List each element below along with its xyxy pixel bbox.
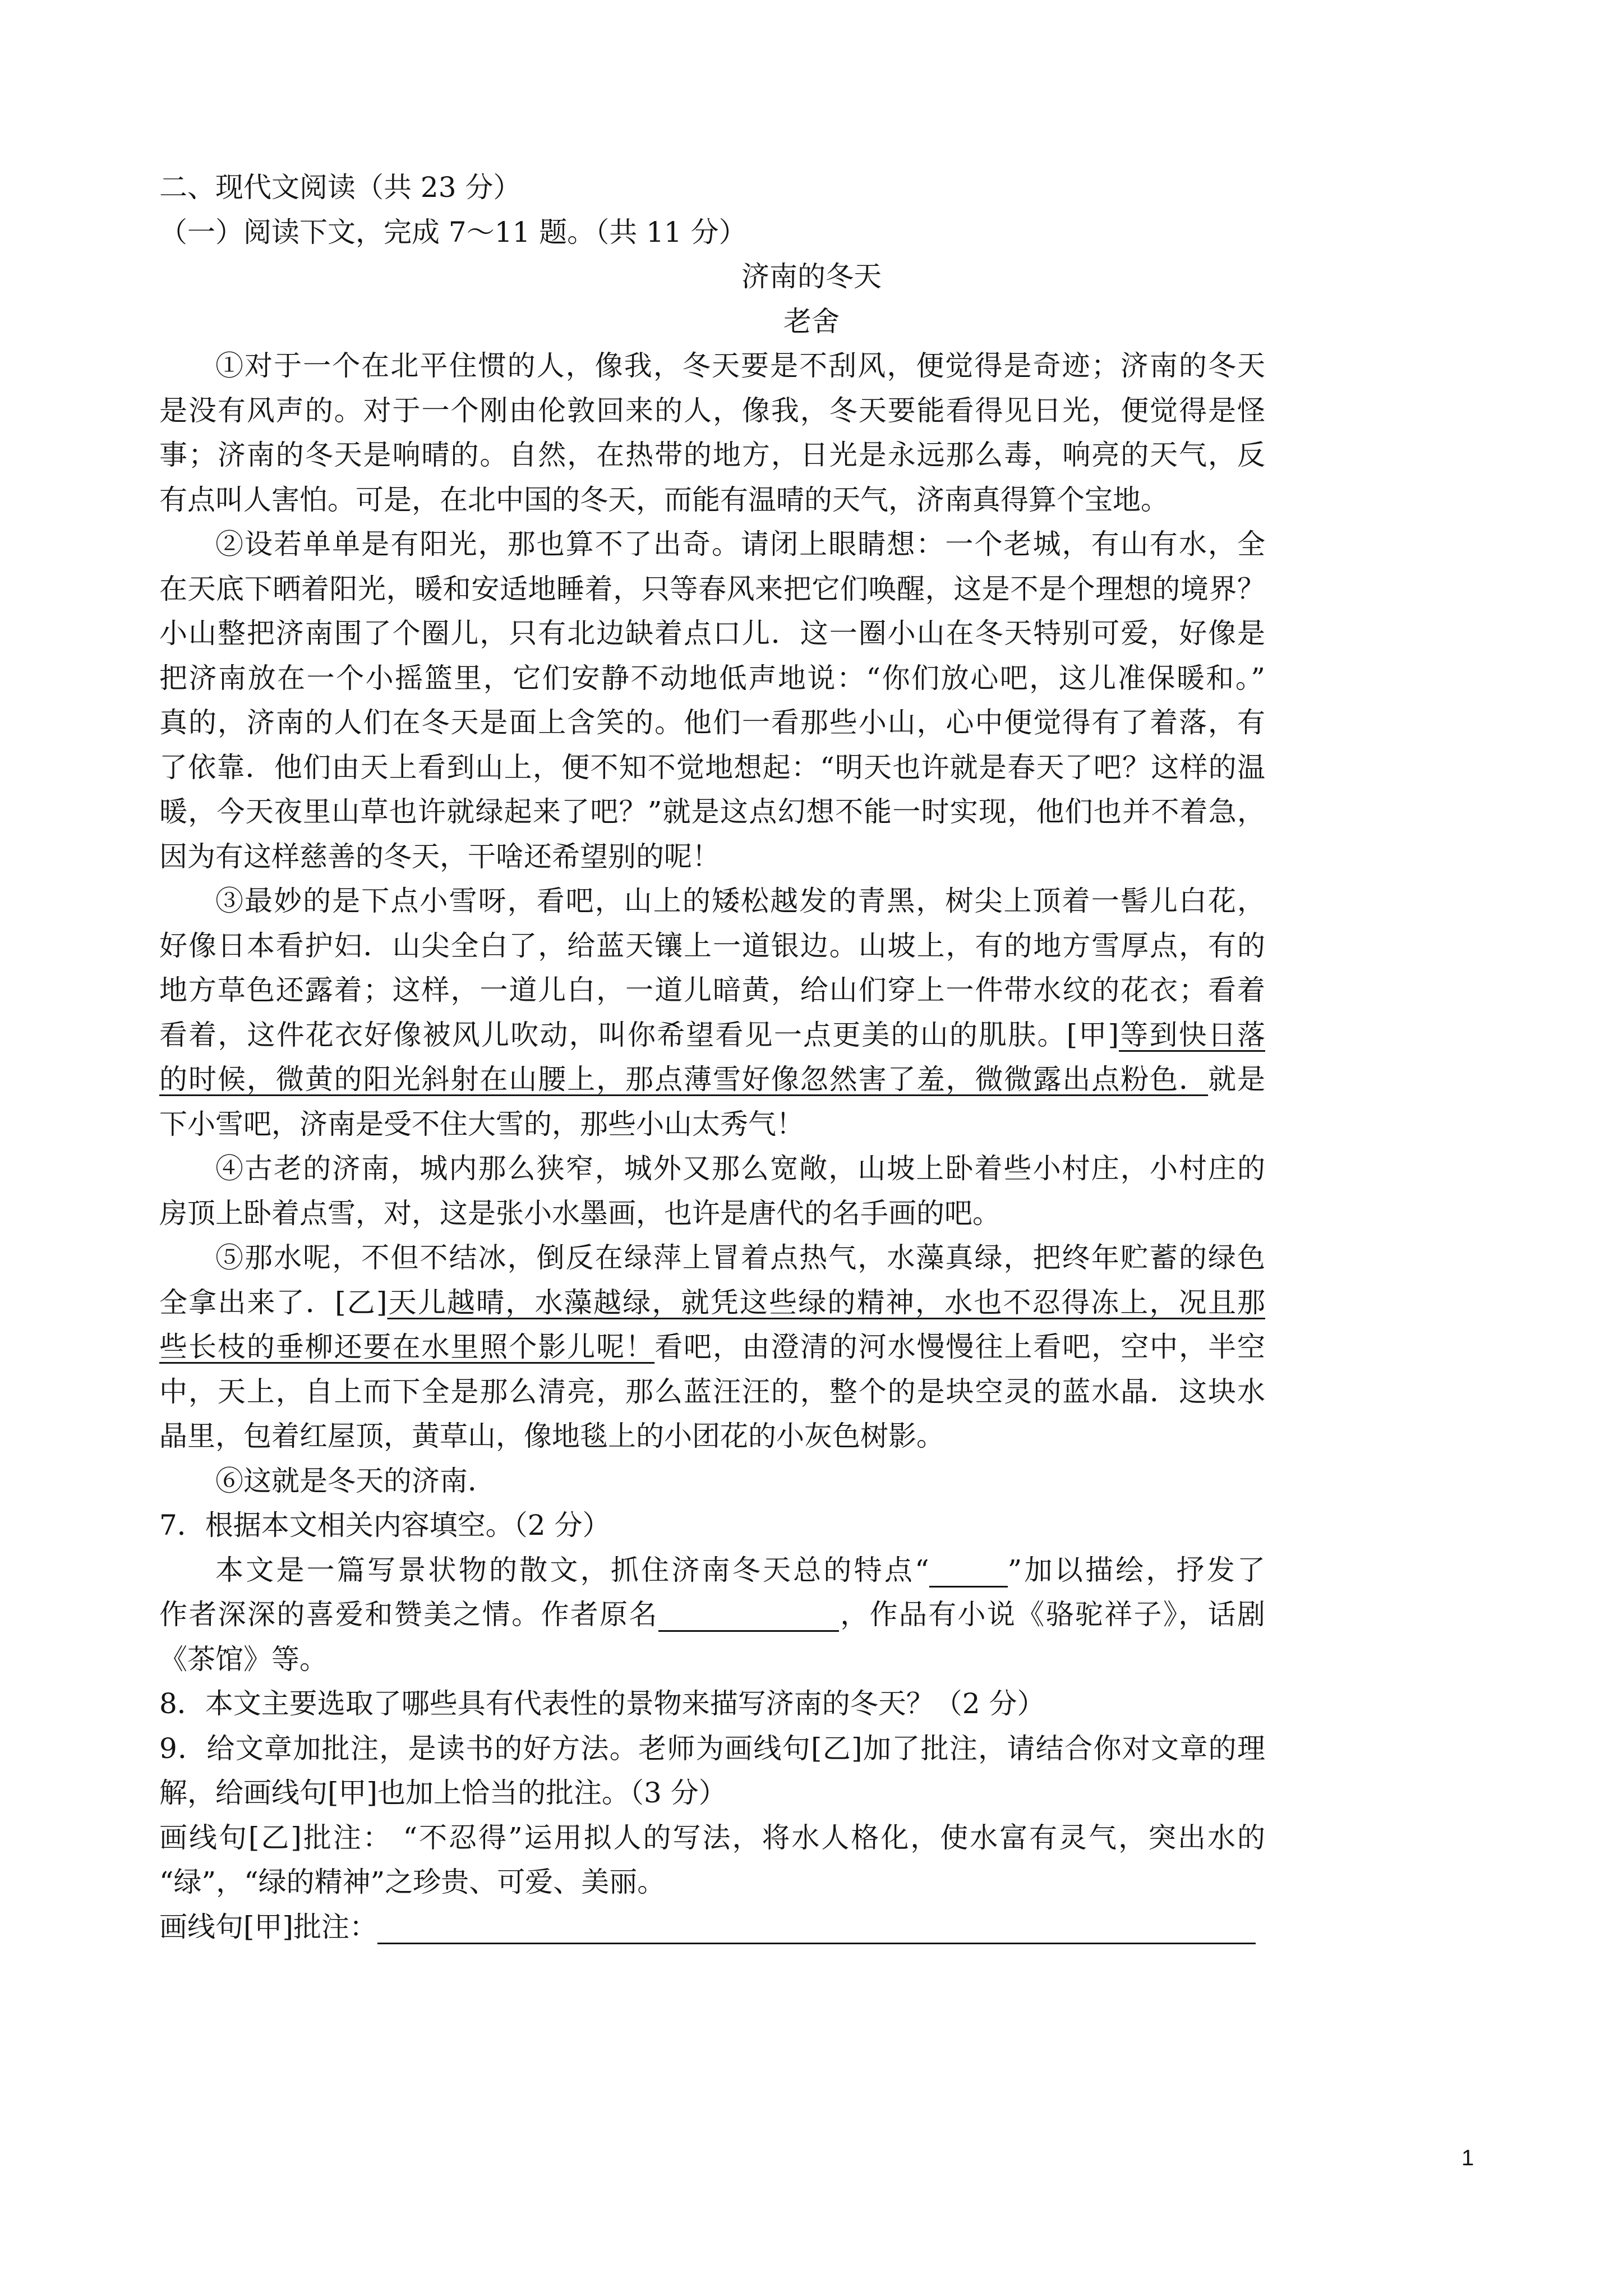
page-number: 1	[1461, 2146, 1474, 2170]
underlined-sentence: 天儿越晴，水藻越绿，就凭这些绿的精神，水也不忍得冻上，况且那	[387, 1286, 1265, 1319]
paragraph	[159, 1459, 1265, 1504]
underlined-sentence: 的时候，微黄的阳光斜射在山腰上，那点薄雪好像忽然害了羞，微微露出点粉色．	[159, 1063, 1209, 1096]
text-run: 晶里，包着红屋顶，黄草山，像地毯上的小团花的小灰色树影。	[159, 1420, 944, 1452]
text-run: ③最妙的是下点小雪呀，看吧，山上的矮松越发的青黑，树尖上顶着一髻儿白花，	[215, 885, 1265, 917]
text-run: 暖，今天夜里山草也许就绿起来了吧？”就是这点幻想不能一时实现，他们也并不着急，	[159, 795, 1265, 828]
text-run: ”加以描绘，抒发了	[1007, 1553, 1266, 1586]
annotation-blank	[377, 1910, 1256, 1944]
text-run: 在天底下晒着阳光，暖和安适地睡着，只等春风来把它们唤醒，这是不是个理想的境界？	[159, 572, 1265, 605]
paragraph	[159, 1147, 1265, 1236]
text-run: 就是	[1208, 1063, 1266, 1096]
text-run: 《茶馆》等。	[159, 1642, 328, 1676]
underlined-sentence: 些长枝的垂柳还要在水里照个影儿呢！	[159, 1331, 655, 1363]
text-run: 地方草色还露着；这样，一道儿白，一道儿暗黄，给山们穿上一件带水纹的花衣；看着	[159, 974, 1265, 1006]
annotation-line	[159, 1860, 1265, 1905]
paragraph-line	[159, 611, 1265, 656]
paragraph-line	[159, 433, 1265, 478]
page-content	[159, 165, 1265, 1949]
subsection-heading: （一）阅读下文，完成 7～11 题。（共 11 分）	[159, 215, 747, 249]
text-run: 真的，济南的人们在冬天是面上含笑的。他们一看那些小山，心中便觉得有了着落，有	[159, 706, 1265, 739]
section-heading: 二、现代文阅读（共 23 分）	[159, 171, 522, 204]
text-run: ④古老的济南，城内那么狭窄，城外又那么宽敞，山坡上卧着些小村庄，小村庄的	[215, 1152, 1265, 1185]
paragraph-line	[159, 389, 1265, 434]
text-run: 下小雪吧，济南是受不住大雪的，那些小山太秀气！	[159, 1107, 804, 1140]
underlined-sentence: 等到快日落	[1119, 1018, 1265, 1051]
paragraph-line	[159, 790, 1265, 835]
text-run: 好像日本看护妇．山尖全白了，给蓝天镶上一道银边。山坡上，有的地方雪厚点，有的	[159, 929, 1265, 962]
paragraph-line	[159, 567, 1265, 612]
text-run: ②设若单单是有阳光，那也算不了出奇。请闭上眼睛想：一个老城，有山有水，全	[215, 528, 1265, 560]
text-run: ⑤那水呢，不但不结冰，倒反在绿萍上冒着点热气，水藻真绿，把终年贮蓄的绿色	[215, 1241, 1265, 1274]
annotation	[159, 1816, 1265, 1905]
annotation-line	[159, 1816, 1265, 1861]
text-run: ⑥这就是冬天的济南．	[215, 1464, 496, 1497]
text-run: 把济南放在一个小摇篮里，它们安静不动地低声地说：“你们放心吧，这儿准保暖和。”	[159, 661, 1265, 694]
text-run: 中，天上，自上而下全是那么清亮，那么蓝汪汪的，整个的是块空灵的蓝水晶．这块水	[159, 1375, 1265, 1408]
question-line	[159, 1503, 1265, 1548]
text-run: 7．根据本文相关内容填空。（2 分）	[159, 1509, 611, 1542]
paragraph-line	[159, 924, 1265, 969]
paragraph-line	[159, 522, 1265, 567]
paragraph-line	[159, 1325, 1265, 1370]
paragraph-line	[159, 835, 1265, 880]
text-run: 是没有风声的。对于一个刚由伦敦回来的人，像我，冬天要能看得见日光，便觉得是怪	[159, 394, 1265, 427]
paragraph	[159, 879, 1265, 1147]
answer-line	[159, 1637, 1265, 1682]
question-line	[159, 1771, 1265, 1816]
text-run: 看吧，由澄清的河水慢慢往上看吧，空中，半空	[654, 1331, 1266, 1363]
text-run: 了依靠．他们由天上看到山上，便不知不觉地想起：“明天也许就是春天了吧？这样的温	[159, 751, 1265, 784]
text-run: 9．给文章加批注，是读书的好方法。老师为画线句[乙]加了批注，请结合你对文章的理	[159, 1732, 1265, 1765]
text-run: 房顶上卧着点雪，对，这是张小水墨画，也许是唐代的名手画的吧。	[159, 1197, 1000, 1230]
text-run: 解，给画线句[甲]也加上恰当的批注。（3 分）	[159, 1777, 727, 1809]
text-run: 事；济南的冬天是响晴的。自然，在热带的地方，日光是永远那么毒，响亮的天气，反	[159, 439, 1265, 471]
paragraph-line	[159, 879, 1265, 924]
paragraph-line	[159, 1147, 1265, 1191]
paragraph-line	[159, 478, 1265, 523]
text-run: ，作品有小说《骆驼祥子》，话剧	[838, 1598, 1265, 1631]
text-run: 因为有这样慈善的冬天，干啥还希望别的呢！	[159, 840, 720, 873]
paragraph-line	[159, 1236, 1265, 1281]
text-run: 全拿出来了．[乙]	[159, 1286, 388, 1319]
paragraph-line	[159, 1459, 1265, 1504]
text-run: ①对于一个在北平住惯的人，像我，冬天要是不刮风，便觉得是奇迹；济南的冬天	[215, 349, 1265, 382]
questions-section	[159, 1503, 1265, 1949]
answer-line	[159, 1548, 1265, 1593]
paragraph	[159, 522, 1265, 879]
paragraph-line	[159, 1414, 1265, 1459]
paragraph-line	[159, 1102, 1265, 1147]
paragraph-line	[159, 1281, 1265, 1326]
paragraph	[159, 1236, 1265, 1459]
paragraph-line	[159, 701, 1265, 746]
article-body	[159, 344, 1265, 1503]
paragraph-line	[159, 344, 1265, 389]
question-7	[159, 1503, 1265, 1682]
text-run: 画线句[甲]批注：	[159, 1910, 378, 1943]
text-run: 本文是一篇写景状物的散文，抓住济南冬天总的特点“	[215, 1553, 929, 1586]
text-run: “绿”，“绿的精神”之珍贵、可爱、美丽。	[159, 1866, 666, 1898]
paragraph-line	[159, 968, 1265, 1013]
answer-line	[159, 1593, 1265, 1637]
paragraph	[159, 344, 1265, 522]
question-9	[159, 1727, 1265, 1950]
text-run: 8．本文主要选取了哪些具有代表性的景物来描写济南的冬天？（2 分）	[159, 1687, 1045, 1720]
paragraph-line	[159, 1191, 1265, 1236]
annotation-line	[159, 1905, 1265, 1950]
paragraph-line	[159, 1057, 1265, 1102]
question-line	[159, 1727, 1265, 1772]
text-run: 看着，这件花衣好像被风儿吹动，叫你希望看见一点更美的山的肌肤。[甲]	[159, 1018, 1119, 1051]
feature-blank	[929, 1553, 1008, 1588]
paragraph-line	[159, 656, 1265, 701]
article-title: 济南的冬天	[741, 260, 882, 293]
author-name-blank	[658, 1598, 839, 1632]
text-run: 小山整把济南围了个圈儿，只有北边缺着点口儿．这一圈小山在冬天特别可爱，好像是	[159, 617, 1265, 650]
paragraph-line	[159, 746, 1265, 790]
text-run: 有点叫人害怕。可是，在北中国的冬天，而能有温晴的天气，济南真得算个宝地。	[159, 483, 1169, 516]
paragraph-line	[159, 1370, 1265, 1415]
question-line	[159, 1682, 1265, 1727]
paragraph-line	[159, 1013, 1265, 1058]
fill-in-answer	[159, 1548, 1265, 1682]
annotation	[159, 1905, 1265, 1950]
text-run: 作者深深的喜爱和赞美之情。作者原名	[159, 1598, 658, 1631]
question-8	[159, 1682, 1265, 1727]
text-run: 画线句[乙]批注： “不忍得”运用拟人的写法，将水人格化，使水富有灵气，突出水的	[159, 1821, 1265, 1854]
article-author: 老舍	[783, 305, 840, 338]
